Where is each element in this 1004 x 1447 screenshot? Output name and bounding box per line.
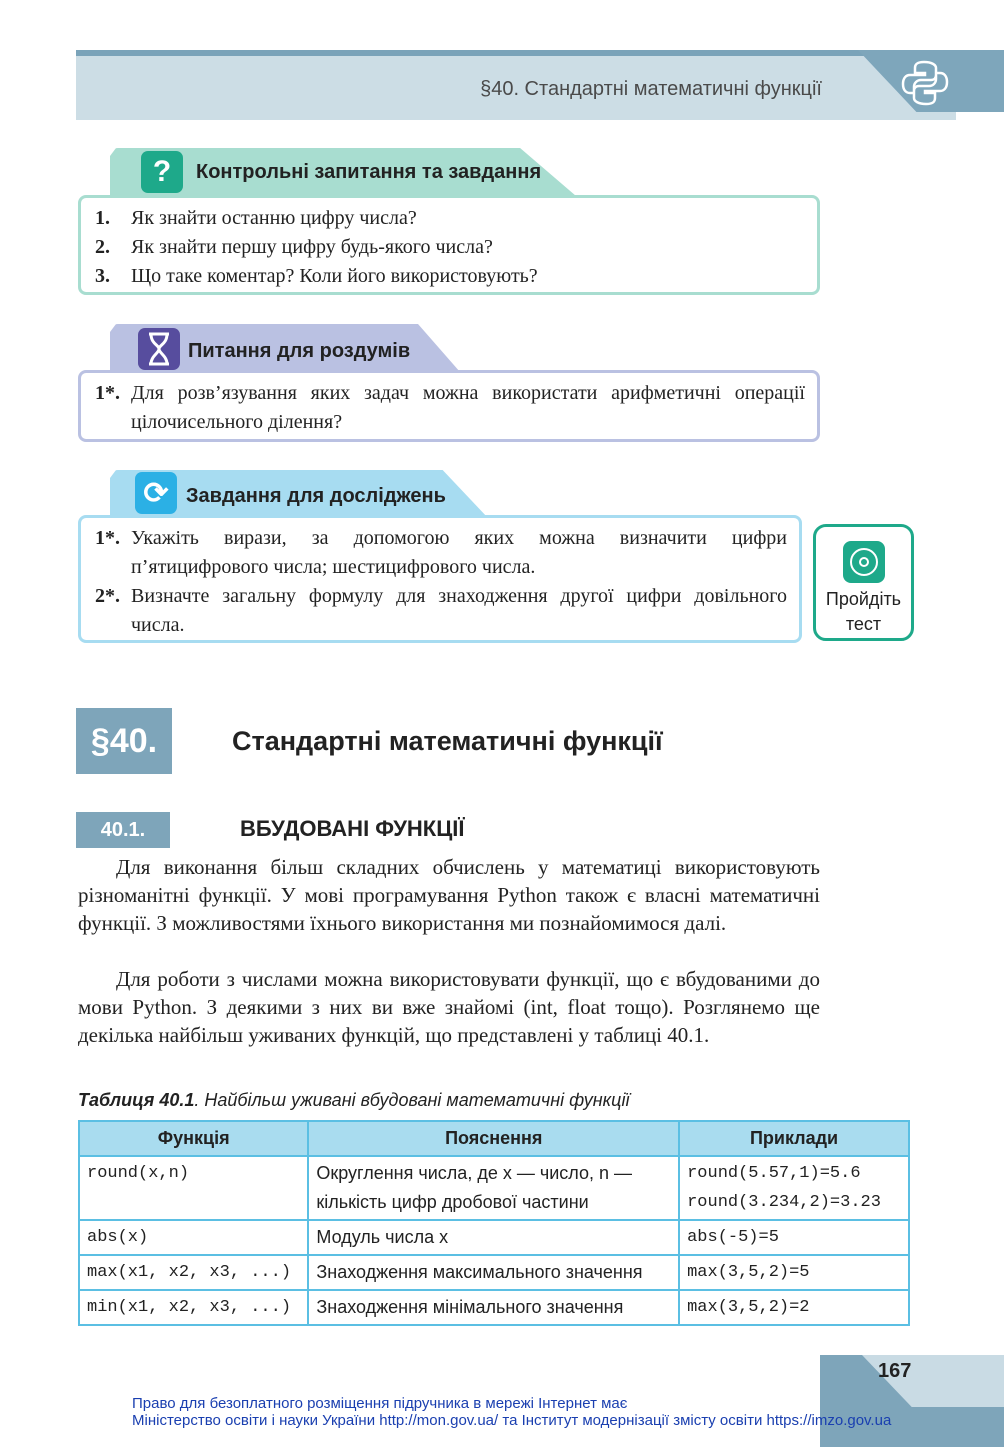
page-number: 167 (878, 1360, 912, 1382)
subsection-number: 40.1. (76, 812, 170, 848)
section-number: §40. (76, 708, 172, 774)
research-title: Завдання для досліджень (186, 485, 446, 507)
function-cell: min(x1, x2, x3, ...) (79, 1290, 308, 1325)
description-cell: Модуль числа x (308, 1220, 679, 1255)
list-item (95, 204, 805, 233)
item-text: Як знайти останню цифру числа? (131, 207, 417, 229)
item-text: Визначте загальну формулу для знаходження другої цифри довільного числа. (131, 585, 787, 636)
column-header: Приклади (679, 1121, 909, 1156)
function-cell: abs(x) (79, 1220, 308, 1255)
column-header: Функція (79, 1121, 308, 1156)
caption-text: . Найбільш уживані вбудовані математичні функції (194, 1090, 630, 1110)
table-row (79, 1156, 909, 1220)
item-number: 2*. (95, 585, 120, 607)
item-text: Для розв’язування яких задач можна використати арифметичні операції цілочисельного ділення? (131, 382, 805, 433)
refresh-icon: ⟳ (135, 472, 177, 514)
disc-icon (843, 541, 885, 583)
item-number: 3. (95, 265, 110, 287)
description-cell: Знаходження максимального значення (308, 1255, 679, 1290)
item-number: 1*. (95, 527, 120, 549)
example: round(5.57,1)=5.6 (687, 1164, 861, 1183)
function-cell: round(x,n) (79, 1156, 308, 1220)
caption-label: Таблиця 40.1 (78, 1090, 195, 1110)
list-item (95, 582, 787, 640)
subsection-title: ВБУДОВАНІ ФУНКЦІЇ (240, 816, 465, 841)
footer-line: Міністерство освіти і науки України http://mon.gov.ua/ та Інститут модернізації змісту освіти https://imzo.gov.ua (132, 1412, 892, 1429)
item-number: 2. (95, 236, 110, 258)
paragraph: Для роботи з числами можна використовувати функції, що є вбудованими до мови Python. З деякими з них ви вже знайомі (int, float тощо). Розглянемо ще декілька найбільш уживаних функцій, що представлені у таблиці 40.1. (78, 967, 820, 1047)
hourglass-icon (138, 328, 180, 370)
reflect-title: Питання для роздумів (188, 340, 411, 362)
item-number: 1*. (95, 382, 120, 404)
research-box (78, 515, 802, 643)
example-cell: max(3,5,2)=2 (679, 1290, 909, 1325)
list-item (95, 233, 805, 262)
table-row (79, 1255, 909, 1290)
example: round(3.234,2)=3.23 (687, 1193, 881, 1212)
item-text: Як знайти першу цифру будь-якого числа? (131, 236, 493, 258)
footer-line: Право для безоплатного розміщення підручника в мережі Інтернет має (132, 1395, 628, 1412)
function-cell: max(x1, x2, x3, ...) (79, 1255, 308, 1290)
example-cell (679, 1156, 909, 1220)
reflect-box (78, 370, 820, 442)
table-header-row (79, 1121, 909, 1156)
header-title: §40. Стандартні математичні функції (480, 78, 822, 100)
section-title: Стандартні математичні функції (232, 726, 663, 756)
list-item (95, 524, 787, 582)
table-row (79, 1290, 909, 1325)
table-caption (78, 1090, 629, 1111)
take-test-label: Пройдіть тест (825, 589, 902, 634)
item-text: Укажіть вирази, за допомогою яких можна визначити цифри п’ятицифрового числа; шестицифрового числа. (131, 527, 787, 578)
description-cell: Знаходження мінімального значення (308, 1290, 679, 1325)
functions-table (78, 1120, 910, 1326)
table-row (79, 1220, 909, 1255)
take-test-button[interactable] (813, 524, 914, 641)
list-item (95, 262, 805, 291)
control-box (78, 195, 820, 295)
item-text: Що таке коментар? Коли його використовують? (131, 265, 538, 287)
description-cell: Округлення числа, де x — число, n — кількість цифр дробової частини (308, 1156, 679, 1220)
list-item (95, 379, 805, 437)
control-title: Контрольні запитання та завдання (196, 161, 542, 183)
paragraph: Для виконання більш складних обчислень у математиці використовують різноманітні функції. У мові програмування Python також є власні математичні функції. З можливостями їхнього використання ми познайомимося далі. (78, 855, 820, 935)
column-header: Пояснення (308, 1121, 679, 1156)
example-cell: abs(-5)=5 (679, 1220, 909, 1255)
example-cell: max(3,5,2)=5 (679, 1255, 909, 1290)
question-icon: ? (141, 151, 183, 193)
python-icon (900, 58, 950, 108)
item-number: 1. (95, 207, 110, 229)
